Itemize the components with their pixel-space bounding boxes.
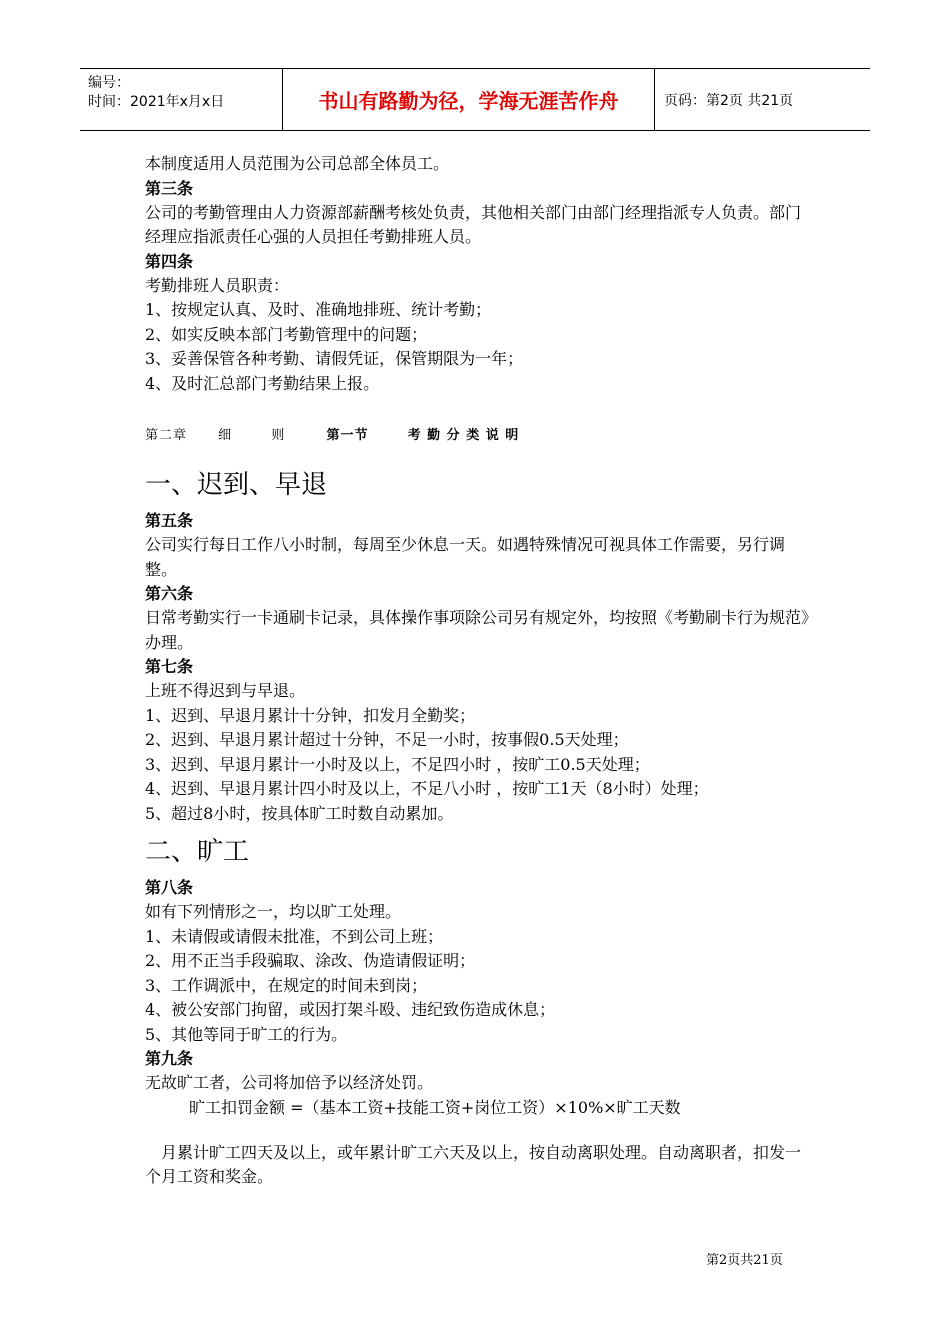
article-4-item: 1、按规定认真、及时、准确地排班、统计考勤； [145,300,492,319]
article-4-item: 3、妥善保管各种考勤、请假凭证，保管期限为一年； [145,349,524,368]
penalty-formula: 旷工扣罚金额 =（基本工资+技能工资+岗位工资）×10%×旷工天数 [189,1097,681,1117]
chapter-heading [145,424,815,443]
auto-resign-note: 月累计旷工四天及以上，或年累计旷工六天及以上，按自动离职处理。自动离职者，扣发一个月工资和奖金。 [145,1142,802,1186]
article-4-intro: 考勤排班人员职责： [145,275,290,295]
article-7-item: 5、超过8小时，按具体旷工时数自动累加。 [145,803,454,823]
article-6-text: 日常考勤实行一卡通刷卡记录，具体操作事项除公司另有规定外，均按照《考勤刷卡行为规范》办理。 [145,608,810,652]
section-title: 考 勤 分 类 说 明 [407,428,520,443]
doc-date-label: 时间：2021年x月x日 [88,94,225,110]
header-meta [80,69,282,130]
article-8-item: 1、未请假或请假未批准，不到公司上班； [145,926,444,946]
article-5-text: 公司实行每日工作八小时制，每周至少休息一天。如遇特殊情况可视具体工作需要，另行调整。 [145,535,786,579]
article-4-item: 2、如实反映本部门考勤管理中的问题； [145,324,428,344]
article-3-text: 公司的考勤管理由人力资源部薪酬考核处负责，其他相关部门由部门经理指派专人负责。部门经理应指派责任心强的人员担任考勤排班人员。 [145,202,802,246]
chapter-word-1: 细 [218,428,233,443]
article-9-text: 无故旷工者，公司将加倍予以经济处罚。 [145,1073,434,1092]
article-7-item: 2、迟到、早退月累计超过十分钟，不足一小时，按事假0.5天处理； [145,730,629,749]
header-page-label: 页码：第2页 共21页 [664,92,794,109]
article-6-title: 第六条 [145,584,194,603]
article-7-item: 4、迟到、早退月累计四小时及以上，不足八小时 ，按旷工1天（8小时）处理； [145,779,709,798]
article-8-item: 2、用不正当手段骗取、涂改、伪造请假证明； [145,951,476,970]
article-5-title: 第五条 [145,511,194,530]
section-heading-absence: 二、旷工 [145,837,250,867]
article-7-intro: 上班不得迟到与早退。 [145,681,306,700]
article-7-item: 3、迟到、早退月累计一小时及以上，不足四小时 ，按旷工0.5天处理； [145,754,650,774]
header-motto: 书山有路勤为径，学海无涯苦作舟 [282,69,655,130]
article-4-item: 4、及时汇总部门考勤结果上报。 [145,373,380,393]
article-8-item: 3、工作调派中，在规定的时间未到岗； [145,975,428,995]
section-number: 第一节 [326,428,369,443]
doc-number-label: 编号： [88,75,130,91]
article-7-item: 1、迟到、早退月累计十分钟，扣发月全勤奖； [145,705,476,725]
article-8-title: 第八条 [145,878,194,897]
article-7-title: 第七条 [145,657,194,676]
article-9-title: 第九条 [145,1049,194,1068]
article-4-title: 第四条 [145,251,194,271]
article-8-item: 4、被公安部门拘留，或因打架斗殴、违纪致伤造成休息； [145,1000,556,1019]
page-footer: 第2页共21页 [706,1253,783,1268]
document-body [145,152,815,1190]
chapter-word-2: 则 [271,428,286,443]
article-8-item: 5、其他等同于旷工的行为。 [145,1024,348,1044]
page-header [80,68,870,131]
scope-line: 本制度适用人员范围为公司总部全体员工。 [145,154,450,173]
chapter-number: 第二章 [145,428,188,443]
section-heading-late: 一、迟到、早退 [145,470,328,500]
article-3-title: 第三条 [145,178,194,198]
header-page-info [654,69,870,130]
article-8-intro: 如有下列情形之一，均以旷工处理。 [145,902,402,921]
